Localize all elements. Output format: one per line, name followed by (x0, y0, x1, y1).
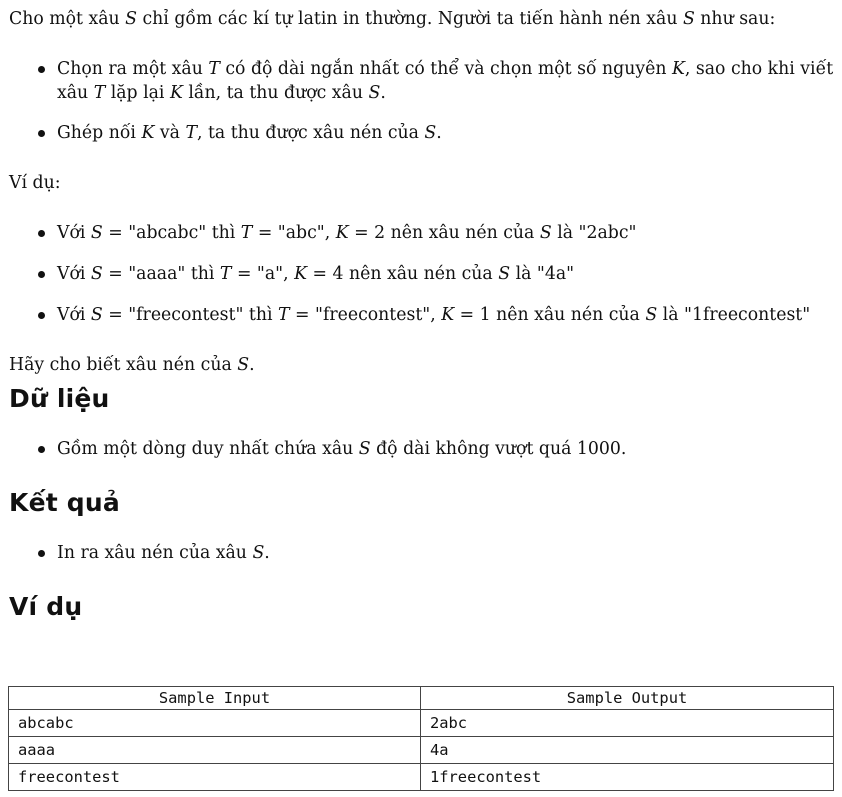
intro-text: Cho một xâu (9, 9, 126, 29)
example-item (9, 262, 837, 286)
table-row (9, 737, 834, 764)
output-item (9, 541, 837, 565)
example-text: = "abc", (252, 223, 336, 243)
step-text: lặp lại (105, 83, 170, 103)
sample-output-cell: 4a (421, 737, 834, 764)
math-var-k: K (671, 59, 685, 79)
example-heading: Ví dụ (9, 592, 83, 621)
question-paragraph (9, 353, 837, 377)
sample-input-cell: aaaa (9, 737, 421, 764)
example-text: Với (57, 264, 91, 284)
math-var-t: T (240, 223, 253, 243)
math-var-s: S (424, 123, 437, 143)
example-text: = 1 nên xâu nén của (454, 305, 646, 325)
step-text: . (436, 123, 442, 143)
table-row (9, 764, 834, 791)
math-var-s: S (645, 305, 658, 325)
math-var-s: S (682, 9, 695, 29)
question-text: Hãy cho biết xâu nén của (9, 355, 238, 375)
output-text: In ra xâu nén của xâu (57, 543, 253, 563)
intro-text: chỉ gồm các kí tự latin in thường. Người ta tiến hành nén xâu (137, 9, 683, 29)
math-var-s: S (90, 305, 103, 325)
examples-list (9, 221, 837, 327)
math-var-t: T (278, 305, 290, 325)
input-text: Gồm một dòng duy nhất chứa xâu (57, 439, 359, 459)
math-var-s: S (125, 9, 137, 29)
math-var-k: K (335, 223, 349, 243)
example-text: = 4 nên xâu nén của (307, 264, 499, 284)
example-text: = "a", (231, 264, 295, 284)
math-var-s: S (252, 543, 265, 563)
example-text: = "freecontest" thì (102, 305, 279, 325)
examples-label: Ví dụ: (9, 173, 61, 193)
output-heading: Kết quả (9, 488, 120, 517)
input-heading: Dữ liệu (9, 384, 110, 413)
sample-output-cell: 1freecontest (421, 764, 834, 791)
math-var-k: K (141, 123, 155, 143)
math-var-s: S (90, 223, 103, 243)
intro-text: như sau: (694, 9, 776, 29)
sample-input-cell: freecontest (9, 764, 421, 791)
input-list (9, 437, 837, 461)
example-item (9, 221, 837, 245)
step-text: , ta thu được xâu nén của (196, 123, 425, 143)
intro-paragraph (9, 7, 837, 31)
step-text: có độ dài ngắn nhất có thể và chọn một số nguyên (219, 59, 672, 79)
example-text: = 2 nên xâu nén của (348, 223, 540, 243)
sample-input-cell: abcabc (9, 710, 421, 737)
output-text: . (264, 543, 270, 563)
math-var-s: S (90, 264, 103, 284)
step-text: lần, ta thu được xâu (182, 83, 369, 103)
example-text: Với (57, 223, 91, 243)
math-var-k: K (441, 305, 455, 325)
step-text: Chọn ra một xâu (57, 59, 209, 79)
example-text: là "2abc" (551, 223, 637, 243)
math-var-s: S (539, 223, 552, 243)
example-text: = "freecontest", (289, 305, 442, 325)
example-text: là "1freecontest" (657, 305, 811, 325)
math-var-s: S (368, 83, 381, 103)
input-item (9, 437, 837, 461)
math-var-t: T (93, 83, 106, 103)
step-item (9, 57, 837, 105)
sample-input-header: Sample Input (9, 687, 421, 710)
step-item (9, 121, 837, 145)
example-text: = "aaaa" thì (102, 264, 220, 284)
question-text: . (249, 355, 255, 375)
math-var-k: K (294, 264, 308, 284)
step-text: và (154, 123, 186, 143)
sample-output-cell: 2abc (421, 710, 834, 737)
example-item (9, 303, 837, 327)
table-row (9, 710, 834, 737)
math-var-k: K (169, 83, 183, 103)
math-var-t: T (219, 264, 232, 284)
math-var-t: T (185, 123, 197, 143)
table-header-row (9, 687, 834, 710)
math-var-t: T (208, 59, 220, 79)
step-text: , sao cho khi viết xâu (57, 59, 834, 103)
example-text: = "abcabc" thì (102, 223, 241, 243)
math-var-s: S (498, 264, 511, 284)
samples-table (8, 686, 834, 791)
input-text: độ dài không vượt quá 1000. (370, 439, 627, 459)
step-text: . (380, 83, 386, 103)
sample-output-header: Sample Output (421, 687, 834, 710)
math-var-s: S (358, 439, 371, 459)
step-text: Ghép nối (57, 123, 142, 143)
example-text: là "4a" (510, 264, 575, 284)
compression-steps (9, 57, 837, 145)
math-var-s: S (237, 355, 250, 375)
problem-statement (9, 7, 837, 623)
output-list (9, 541, 837, 565)
example-text: Với (57, 305, 91, 325)
